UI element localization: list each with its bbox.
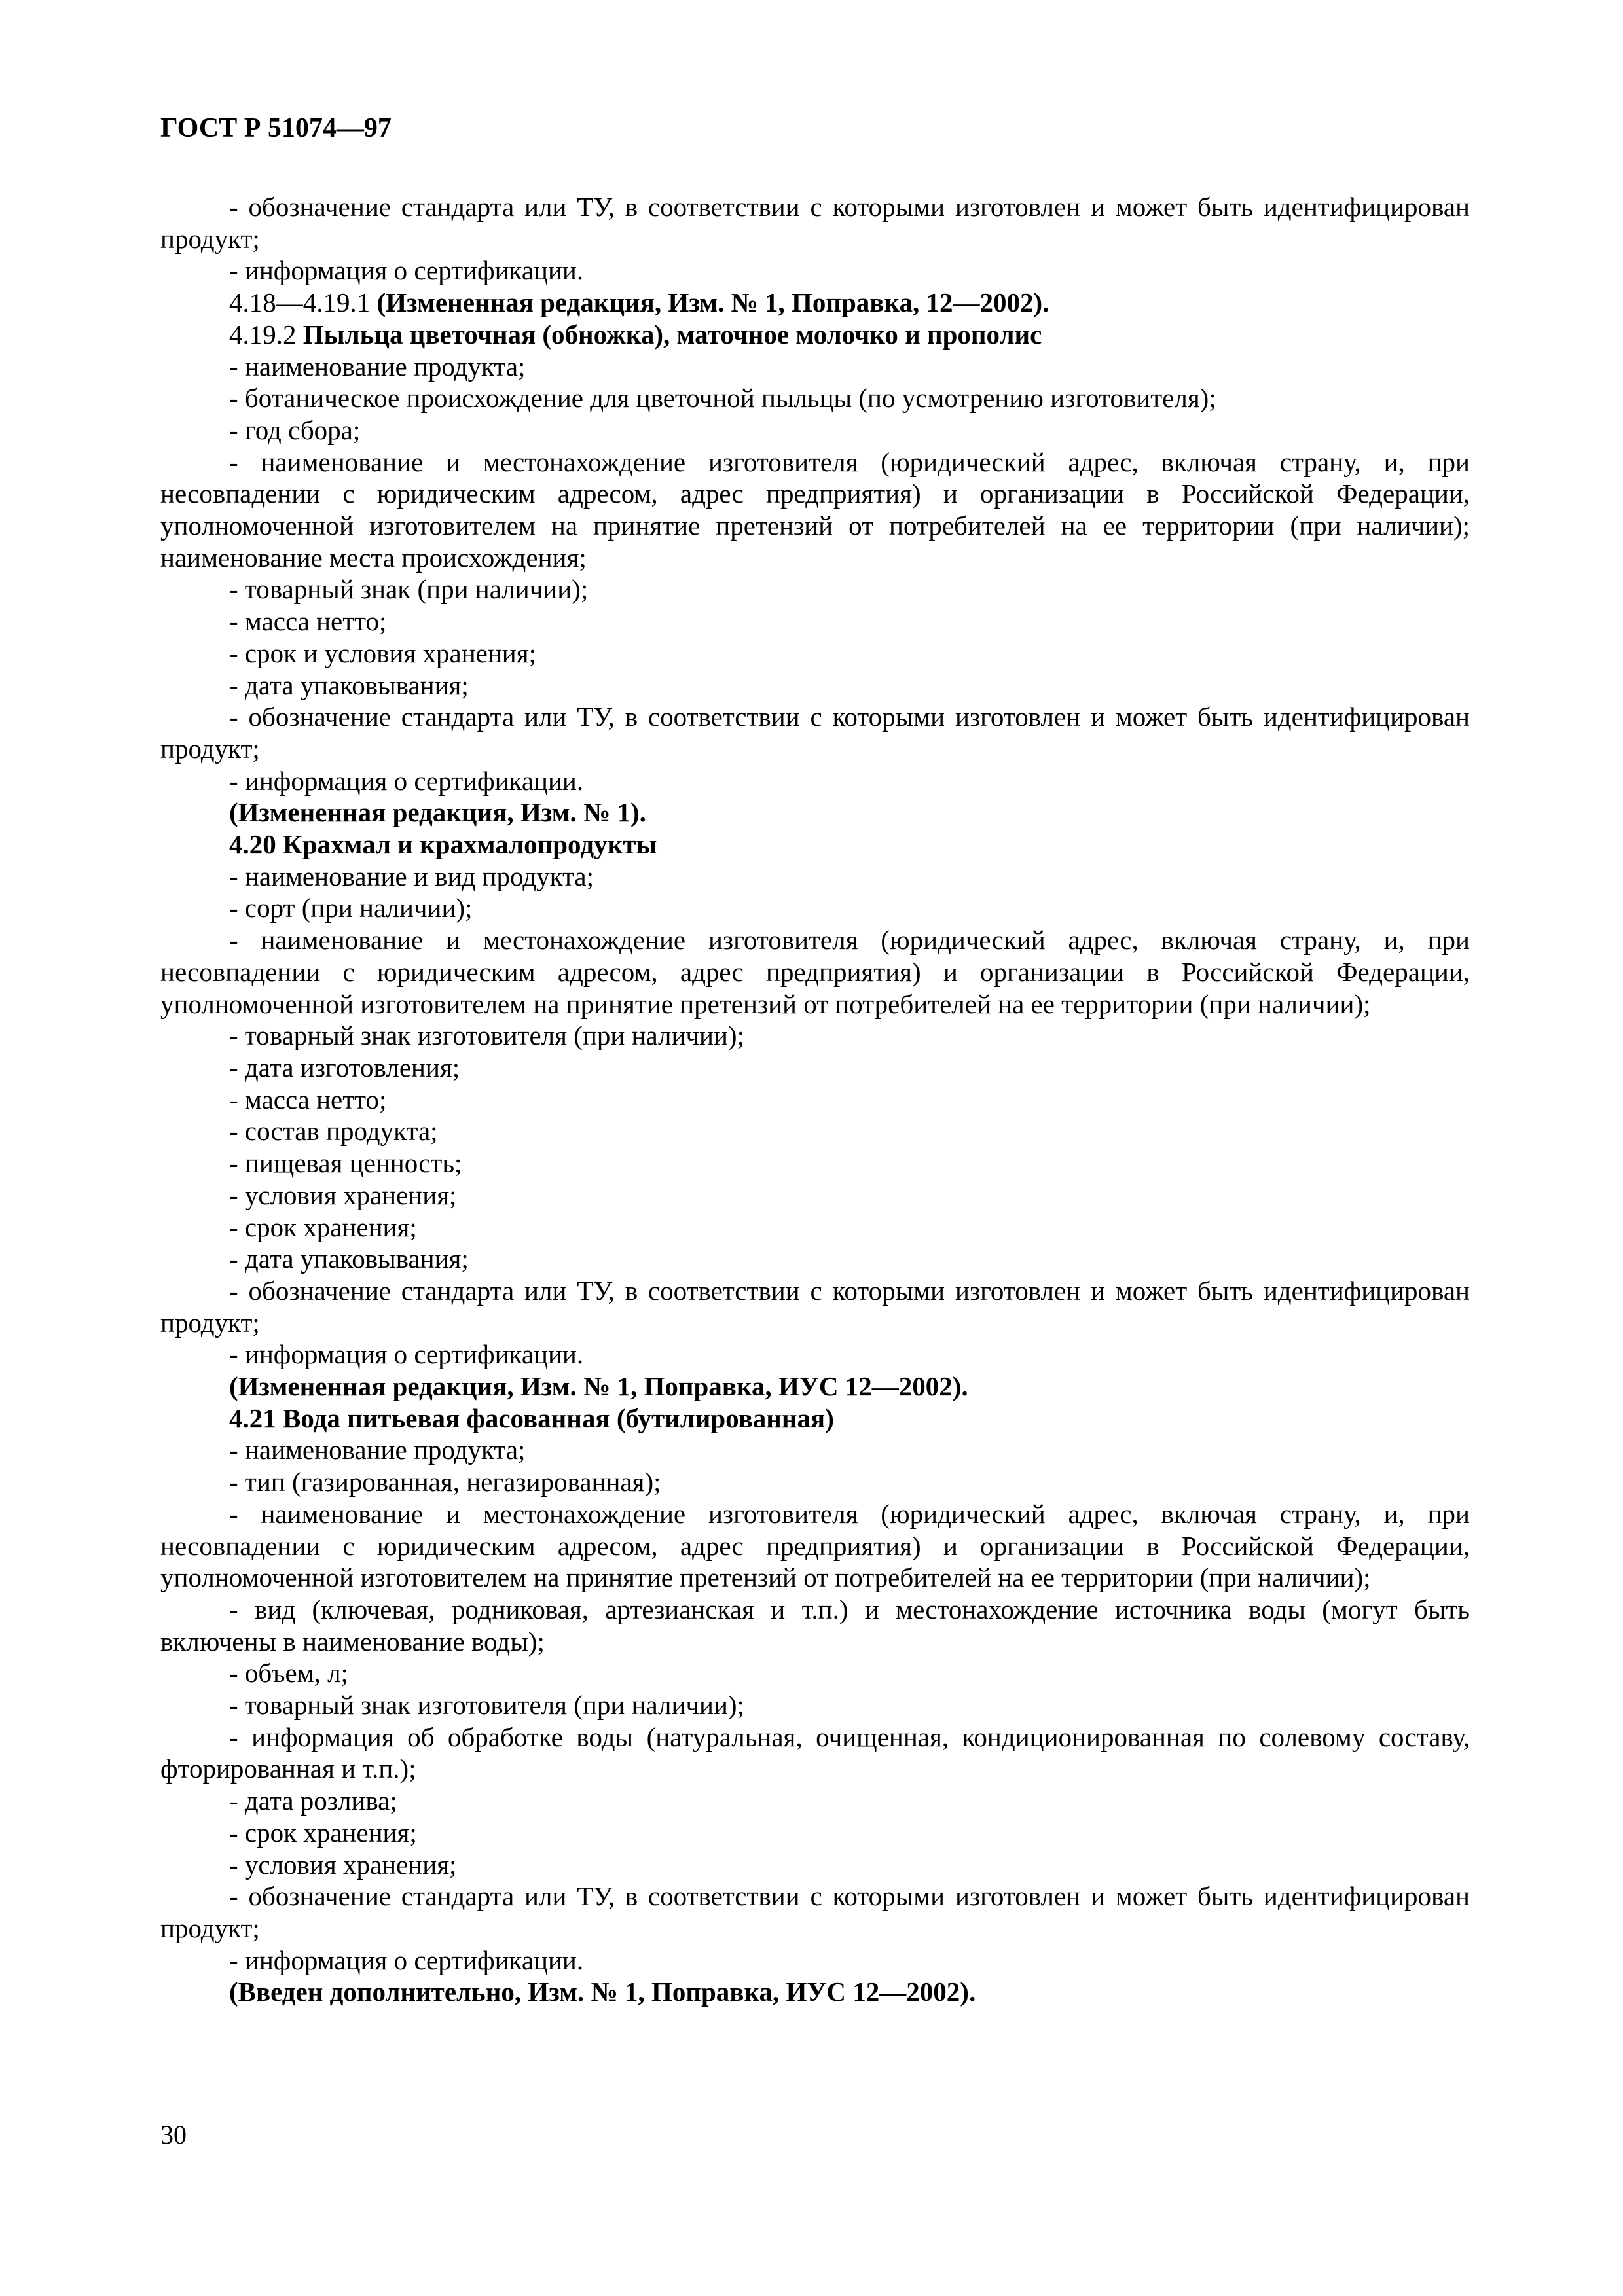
paragraph: - ботаническое происхождение для цветочной пыльцы (по усмотрению изготовителя); bbox=[229, 383, 1216, 414]
paragraph: - пищевая ценность; bbox=[229, 1148, 462, 1179]
paragraph bbox=[160, 319, 1470, 351]
paragraph: - сорт (при наличии); bbox=[229, 893, 473, 924]
paragraph: - тип (газированная, негазированная); bbox=[229, 1467, 661, 1498]
paragraph: - наименование и местонахождение изготовителя (юридический адрес, включая страну, и, при несовпадении с юридическим адресом, адрес предприятия) и организации в Российской Федерации, уполномоченной изготовителем на принятие претензий от потребителей на ее территории (при наличии); bbox=[160, 925, 1470, 1019]
document-body bbox=[160, 191, 1470, 2008]
clause-number: 4.19.2 bbox=[229, 319, 303, 350]
paragraph: - обозначение стандарта или ТУ, в соответствии с которыми изготовлен и может быть идентифицирован продукт; bbox=[160, 702, 1470, 764]
paragraph: - информация о сертификации. bbox=[229, 255, 584, 286]
paragraph: - вид (ключевая, родниковая, артезианская и т.п.) и местонахождение источника воды (могут быть включены в наименование воды); bbox=[160, 1594, 1470, 1657]
amendment-note: (Измененная редакция, Изм. № 1, Поправка, ИУС 12—2002). bbox=[229, 1371, 968, 1402]
paragraph: - срок хранения; bbox=[229, 1817, 417, 1848]
paragraph: - товарный знак изготовителя (при наличии); bbox=[229, 1020, 744, 1051]
paragraph: - состав продукта; bbox=[229, 1116, 438, 1147]
document-header: ГОСТ Р 51074—97 bbox=[160, 113, 392, 143]
paragraph: - обозначение стандарта или ТУ, в соответствии с которыми изготовлен и может быть идентифицирован продукт; bbox=[160, 1881, 1470, 1943]
amendment-note: (Введен дополнительно, Изм. № 1, Поправка, ИУС 12—2002). bbox=[229, 1977, 976, 2007]
page-number: 30 bbox=[160, 2120, 187, 2149]
paragraph: - наименование продукта; bbox=[229, 1435, 526, 1465]
paragraph: - дата упаковывания; bbox=[229, 670, 469, 700]
paragraph: - информация о сертификации. bbox=[229, 1945, 584, 1975]
paragraph: - наименование и местонахождение изготовителя (юридический адрес, включая страну, и, при несовпадении с юридическим адресом, адрес предприятия) и организации в Российской Федерации, уполномоченной изготовителем на принятие претензий от потребителей на ее территории (при наличии); bbox=[160, 1498, 1470, 1593]
paragraph: - обозначение стандарта или ТУ, в соответствии с которыми изготовлен и может быть идентифицирован продукт; bbox=[160, 192, 1470, 254]
paragraph: - срок хранения; bbox=[229, 1211, 417, 1242]
paragraph: - товарный знак изготовителя (при наличии); bbox=[229, 1690, 744, 1721]
amendment-note: (Измененная редакция, Изм. № 1, Поправка, 12—2002). bbox=[376, 287, 1049, 318]
paragraph: - дата упаковывания; bbox=[229, 1244, 469, 1274]
paragraph: - условия хранения; bbox=[229, 1849, 457, 1880]
paragraph: - информация о сертификации. bbox=[229, 765, 584, 796]
paragraph: - обозначение стандарта или ТУ, в соответствии с которыми изготовлен и может быть идентифицирован продукт; bbox=[160, 1275, 1470, 1338]
paragraph: - срок и условия хранения; bbox=[229, 637, 536, 668]
paragraph: - наименование и вид продукта; bbox=[229, 861, 594, 891]
paragraph: - объем, л; bbox=[229, 1658, 348, 1689]
paragraph: - наименование продукта; bbox=[229, 351, 526, 382]
section-heading: 4.21 Вода питьевая фасованная (бутилированная) bbox=[229, 1403, 834, 1433]
amendment-note: (Измененная редакция, Изм. № 1). bbox=[229, 797, 646, 828]
paragraph: - условия хранения; bbox=[229, 1179, 457, 1210]
section-heading: Пыльца цветочная (обножка), маточное молочко и прополис bbox=[302, 319, 1042, 350]
paragraph: - дата розлива; bbox=[229, 1785, 397, 1816]
paragraph: - информация об обработке воды (натуральная, очищенная, кондиционированная по солевому составу, фторированная и т.п.); bbox=[160, 1721, 1470, 1784]
paragraph: - дата изготовления; bbox=[229, 1052, 460, 1083]
paragraph: - товарный знак (при наличии); bbox=[229, 574, 589, 605]
section-heading: 4.20 Крахмал и крахмалопродукты bbox=[229, 829, 657, 860]
paragraph bbox=[160, 287, 1470, 319]
clause-number: 4.18—4.19.1 bbox=[229, 287, 377, 318]
paragraph: - год сбора; bbox=[229, 414, 361, 445]
paragraph: - информация о сертификации. bbox=[229, 1339, 584, 1370]
paragraph: - масса нетто; bbox=[229, 606, 387, 637]
paragraph: - масса нетто; bbox=[229, 1084, 387, 1115]
paragraph: - наименование и местонахождение изготовителя (юридический адрес, включая страну, и, при несовпадении с юридическим адресом, адрес предприятия) и организации в Российской Федерации, уполномоченной изготовителем на принятие претензий от потребителей на ее территории (при наличии); наименование места происхождения; bbox=[160, 446, 1470, 573]
